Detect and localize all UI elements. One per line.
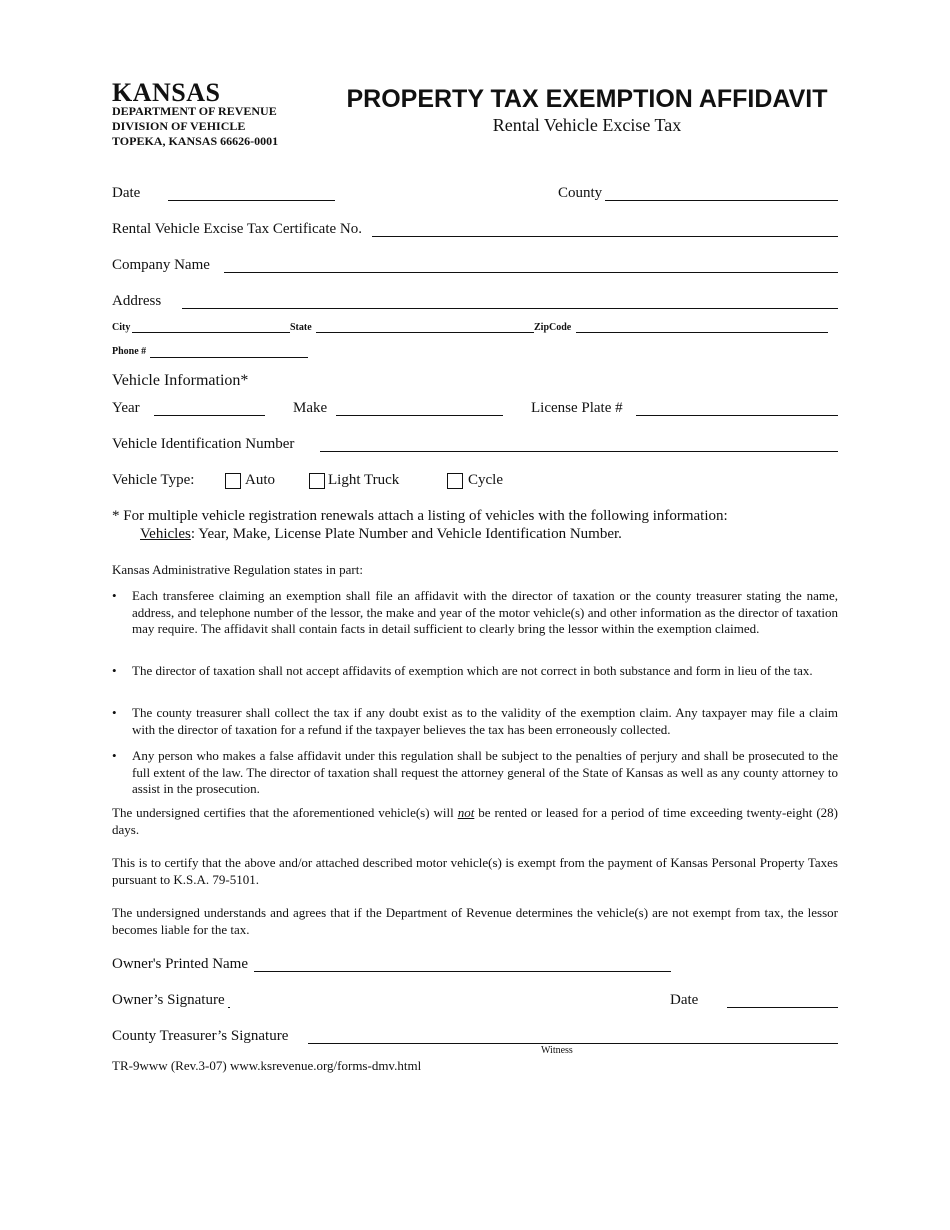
bullet-text: The director of taxation shall not accept affidavits of exemption which are not correct in both substance and form in lieu of the tax.	[132, 663, 813, 678]
dept-line-2: DIVISION OF VEHICLE	[112, 119, 246, 133]
bullet-icon: •	[112, 705, 117, 720]
address-label: Address	[112, 293, 162, 309]
year-label: Year	[112, 400, 140, 416]
auto-checkbox[interactable]	[225, 473, 241, 489]
light-truck-checkbox[interactable]	[309, 473, 325, 489]
city-label: City	[112, 322, 131, 333]
vehicle-type-label: Vehicle Type:	[112, 472, 195, 488]
auto-label: Auto	[245, 472, 275, 488]
certify-paragraph-1	[112, 805, 838, 838]
bullet-icon: •	[112, 663, 117, 678]
bullet-icon: •	[112, 588, 117, 603]
zip-field[interactable]	[576, 332, 828, 333]
signature-date-label: Date	[670, 992, 699, 1008]
phone-label: Phone #	[112, 346, 147, 357]
multiple-vehicle-note: * For multiple vehicle registration renewals attach a listing of vehicles with the following information:	[112, 508, 728, 524]
phone-field[interactable]	[150, 357, 308, 358]
cycle-label: Cycle	[468, 472, 503, 488]
make-field[interactable]	[336, 415, 503, 416]
vehicles-label: Vehicles	[140, 526, 191, 542]
light-truck-label: Light Truck	[328, 472, 400, 488]
company-field[interactable]	[224, 272, 838, 273]
bullet-text: Each transferee claiming an exemption shall file an affidavit with the director of taxation or the county treasurer stating the name, address, and telephone number of the lessor, the make and year of the motor vehicle(s) and other information as the director of taxation may require. The affidavit shall contain facts in detail sufficient to clearly bring the lessor within the exemption claimed.	[132, 588, 838, 636]
county-label: County	[558, 185, 603, 201]
vehicles-detail: : Year, Make, License Plate Number and Vehicle Identification Number.	[190, 526, 622, 542]
zip-label: ZipCode	[534, 322, 572, 333]
bullet-text: Any person who makes a false affidavit under this regulation shall be subject to the penalties of perjury and shall be prosecuted to the full extent of the law. The director of taxation shall request the attorney general of the State of Kansas as well as any county attorney to assist in the prosecution.	[132, 748, 838, 796]
company-label: Company Name	[112, 257, 210, 273]
treasurer-signature-field[interactable]	[308, 1043, 838, 1044]
year-field[interactable]	[154, 415, 265, 416]
date-field[interactable]	[168, 200, 335, 201]
owner-name-label: Owner's Printed Name	[112, 956, 249, 972]
form-title: PROPERTY TAX EXEMPTION AFFIDAVIT	[346, 85, 828, 113]
city-field[interactable]	[132, 332, 290, 333]
owner-name-field[interactable]	[254, 971, 671, 972]
vin-label: Vehicle Identification Number	[112, 436, 295, 452]
signature-date-field[interactable]	[727, 1007, 838, 1008]
make-label: Make	[293, 400, 328, 416]
state-field[interactable]	[316, 332, 534, 333]
regulation-bullet	[112, 748, 838, 798]
state-label: State	[290, 322, 312, 333]
address-field[interactable]	[182, 308, 838, 309]
owner-signature-field[interactable]	[228, 1007, 230, 1008]
certify-text: The undersigned certifies that the aforementioned vehicle(s) will	[112, 805, 458, 820]
certify-paragraph-2: This is to certify that the above and/or attached described motor vehicle(s) is exempt from the payment of Kansas Personal Property Taxes pursuant to K.S.A. 79-5101.	[112, 855, 838, 887]
treasurer-signature-label: County Treasurer’s Signature	[112, 1028, 289, 1044]
cycle-checkbox[interactable]	[447, 473, 463, 489]
plate-label: License Plate #	[531, 400, 623, 416]
vehicles-note-line	[140, 526, 622, 543]
regulation-bullet	[112, 663, 838, 696]
certificate-field[interactable]	[372, 236, 838, 237]
bullet-icon: •	[112, 748, 117, 763]
bullet-text: The county treasurer shall collect the tax if any doubt exist as to the validity of the exemption claim. Any taxpayer may file a claim with the director of taxation for a refund if the taxpayer believes the tax has been erroneously collected.	[132, 705, 838, 737]
date-label: Date	[112, 185, 141, 201]
vehicle-info-heading: Vehicle Information*	[112, 372, 249, 389]
not-emphasis: not	[457, 805, 475, 820]
form-id-footer: TR-9www (Rev.3-07) www.ksrevenue.org/forms-dmv.html	[112, 1058, 422, 1073]
form-subtitle: Rental Vehicle Excise Tax	[492, 115, 682, 135]
certificate-label: Rental Vehicle Excise Tax Certificate No.	[112, 221, 362, 237]
regulation-intro: Kansas Administrative Regulation states in part:	[112, 562, 363, 577]
dept-line-1: DEPARTMENT OF REVENUE	[112, 104, 277, 118]
regulation-bullet	[112, 705, 838, 738]
state-name: KANSAS	[112, 78, 221, 107]
certify-paragraph-3: The undersigned understands and agrees that if the Department of Revenue determines the vehicle(s) are not exempt from tax, the lessor becomes liable for the tax.	[112, 905, 838, 937]
vin-field[interactable]	[320, 451, 838, 452]
dept-line-3: TOPEKA, KANSAS 66626-0001	[112, 134, 279, 148]
witness-label: Witness	[541, 1045, 573, 1056]
plate-field[interactable]	[636, 415, 838, 416]
owner-signature-label: Owner’s Signature	[112, 992, 225, 1008]
county-field[interactable]	[605, 200, 838, 201]
regulation-bullet	[112, 588, 838, 654]
certify-text: be rented or leased for a period of time exceeding twenty-eight (28) days.	[112, 805, 838, 837]
